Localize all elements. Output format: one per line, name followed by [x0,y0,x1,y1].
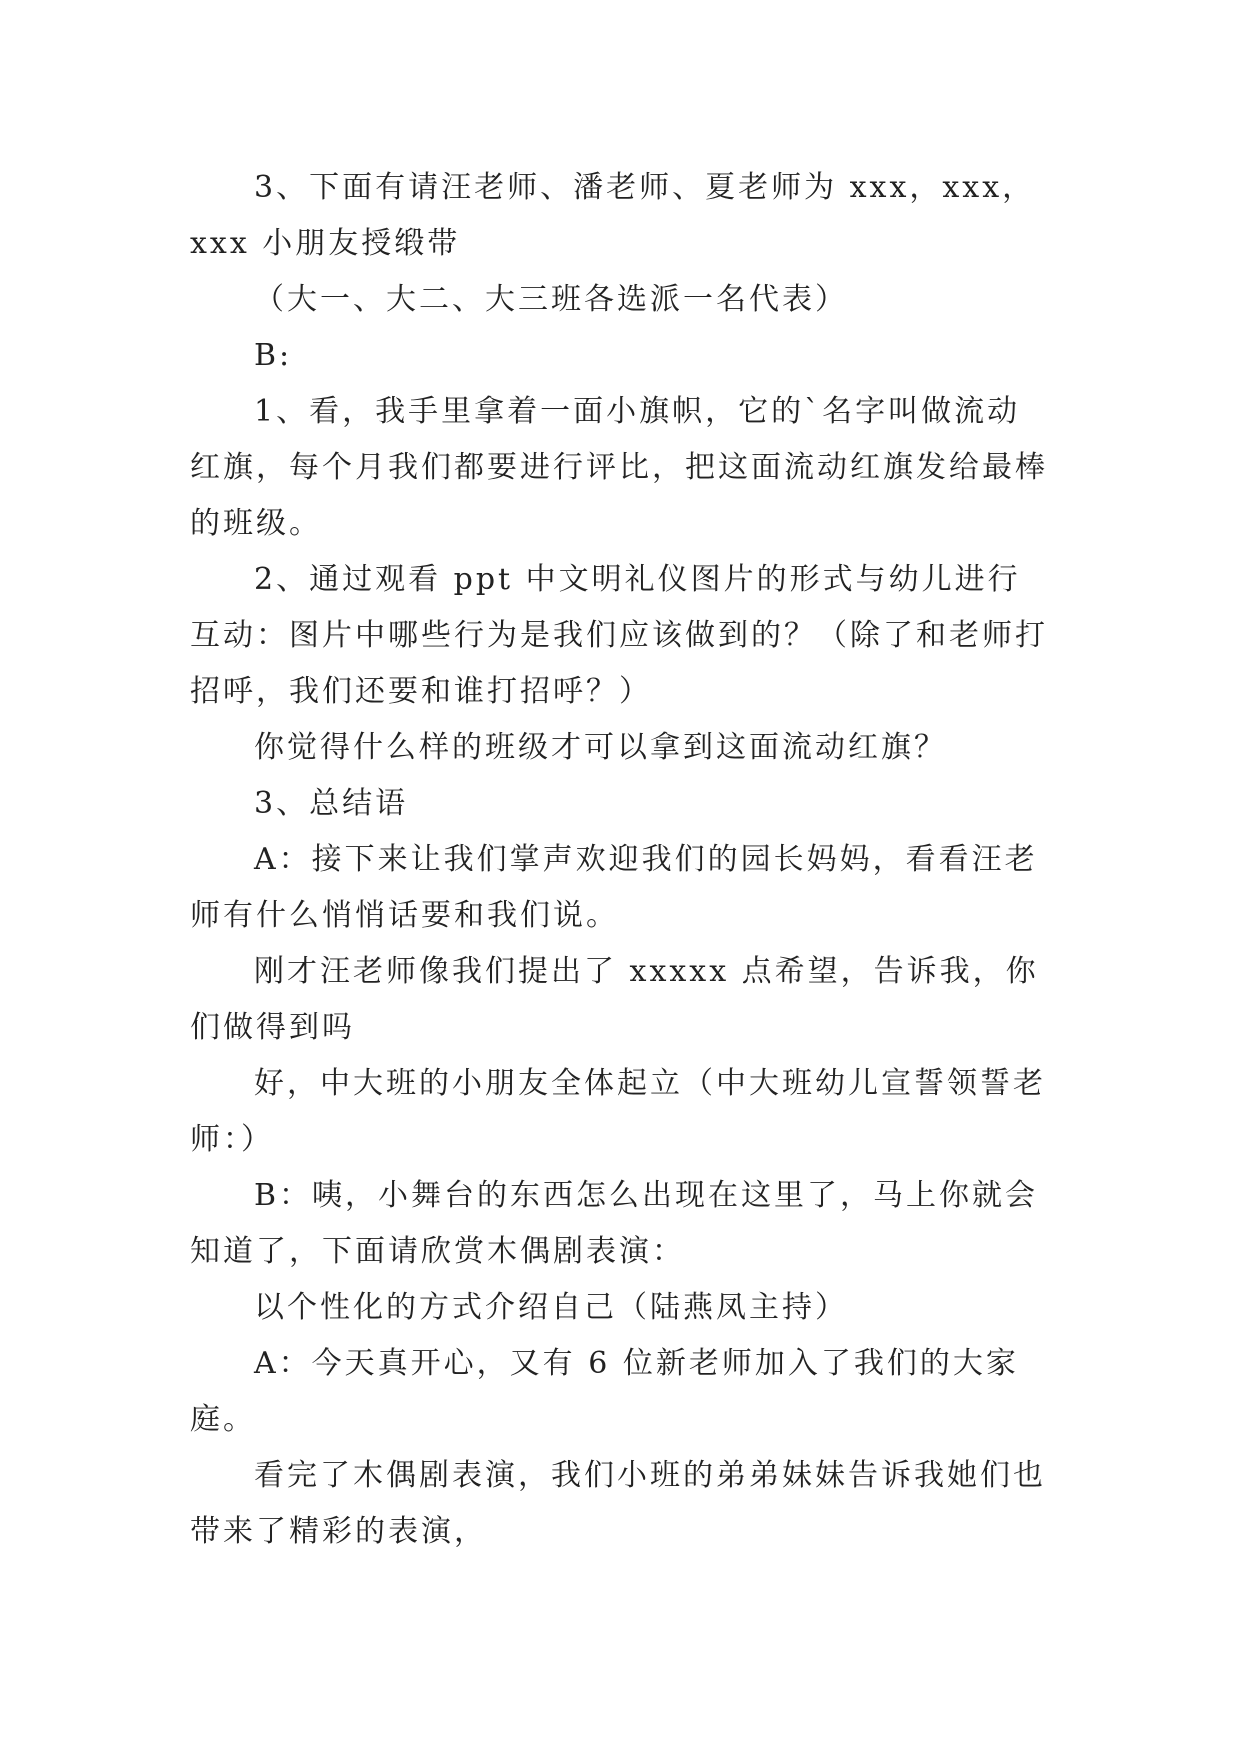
paragraph-puppet-show: B：咦，小舞台的东西怎么出现在这里了，马上你就会知道了，下面请欣赏木偶剧表演： [190,1178,1039,1269]
paragraph-self-introduction: 以个性化的方式介绍自己（陆燕凤主持） [254,1290,848,1325]
paragraph-question: 你觉得什么样的班级才可以拿到这面流动红旗？ [254,730,947,765]
paragraph-speaker-b: B: [254,338,293,373]
paragraph-red-flag: 1、看，我手里拿着一面小旗帜，它的`名字叫做流动红旗，每个月我们都要进行评比，把这面流动红旗发给最棒的班级。 [190,394,1048,541]
paragraph-small-class-show: 看完了木偶剧表演，我们小班的弟弟妹妹告诉我她们也带来了精彩的表演， [190,1458,1046,1549]
document-body [190,160,1050,1560]
paragraph-award-ribbons: 3、下面有请汪老师、潘老师、夏老师为 xxx，xxx，xxx 小朋友授缎带 [190,170,1036,261]
paragraph-ppt-interaction: 2、通过观看 ppt 中文明礼仪图片的形式与幼儿进行互动：图片中哪些行为是我们应该做到的？（除了和老师打招呼，我们还要和谁打招呼？） [190,562,1048,709]
paragraph-new-teachers: A：今天真开心，又有 6 位新老师加入了我们的大家庭。 [190,1346,1019,1437]
paragraph-class-representatives: （大一、大二、大三班各选派一名代表） [254,282,848,317]
paragraph-hopes: 刚才汪老师像我们提出了 xxxxx 点希望，告诉我，你们做得到吗 [190,954,1039,1045]
paragraph-pledge: 好，中大班的小朋友全体起立（中大班幼儿宣誓领誓老师：） [190,1066,1046,1157]
paragraph-summary-heading: 3、总结语 [254,786,409,821]
paragraph-welcome-director: A：接下来让我们掌声欢迎我们的园长妈妈，看看汪老师有什么悄悄话要和我们说。 [190,842,1038,933]
